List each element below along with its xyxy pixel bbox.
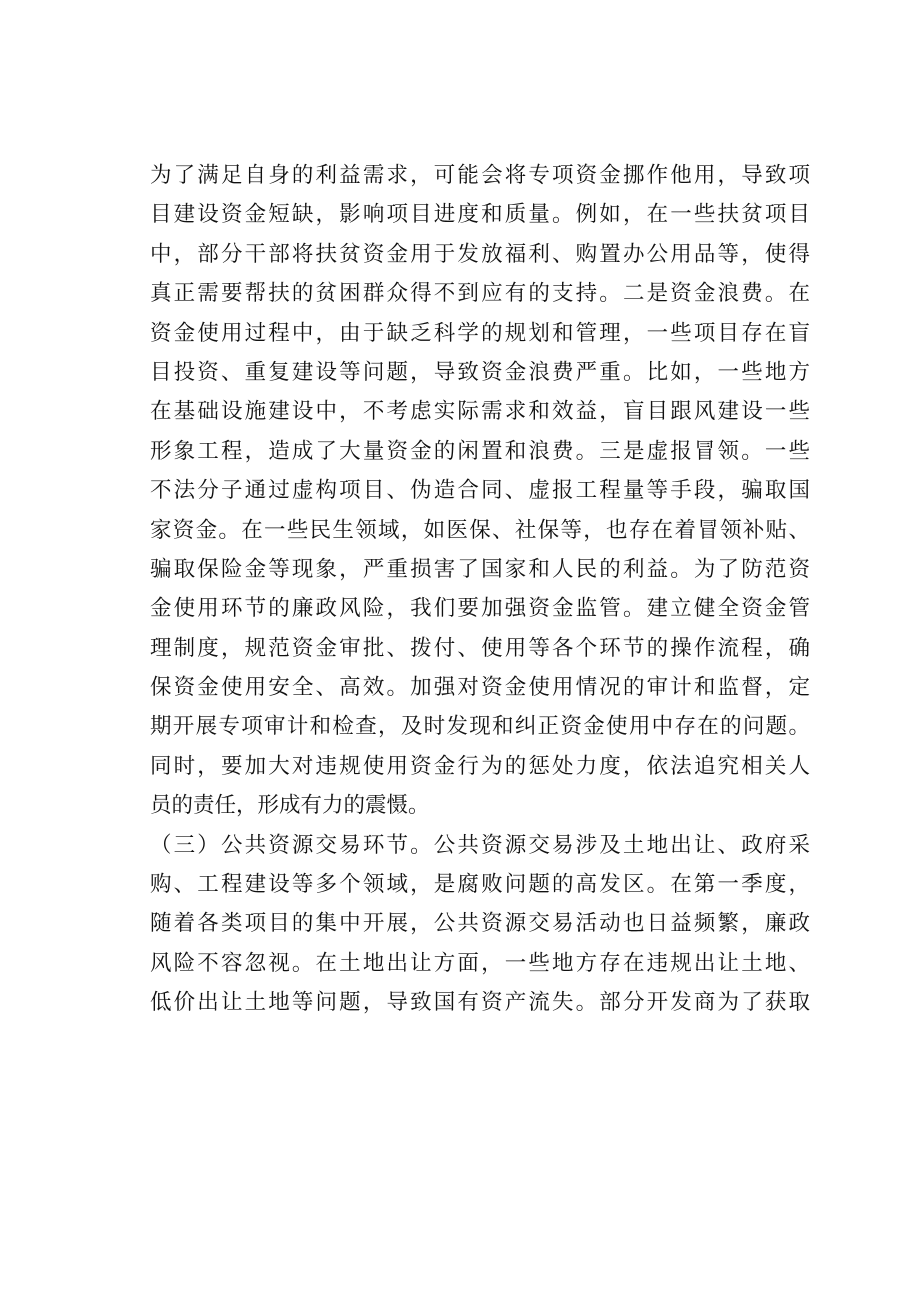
text-line-10: 家资金。在一些民生领域，如医保、社保等，也存在着冒领补贴、 — [150, 517, 810, 543]
text-line-9: 不法分子通过虚构项目、伪造合同、虚报工程量等手段，骗取国 — [150, 478, 810, 504]
text-line-4: 真正需要帮扶的贫困群众得不到应有的支持。二是资金浪费。在 — [150, 281, 810, 307]
text-line-15: 期开展专项审计和检查，及时发现和纠正资金使用中存在的问题。 — [150, 714, 810, 740]
body-text — [150, 156, 810, 1023]
text-line-18: （三）公共资源交易环节。公共资源交易涉及土地出让、政府采 — [150, 832, 810, 858]
text-line-12: 金使用环节的廉政风险，我们要加强资金监管。建立健全资金管 — [150, 596, 810, 622]
text-line-21: 风险不容忽视。在土地出让方面，一些地方存在违规出让土地、 — [150, 950, 810, 976]
text-line-6: 目投资、重复建设等问题，导致资金浪费严重。比如，一些地方 — [150, 359, 810, 385]
text-line-11: 骗取保险金等现象，严重损害了国家和人民的利益。为了防范资 — [150, 556, 810, 582]
text-line-1: 为了满足自身的利益需求，可能会将专项资金挪作他用，导致项 — [150, 163, 810, 188]
text-line-16: 同时，要加大对违规使用资金行为的惩处力度，依法追究相关人 — [150, 753, 810, 779]
text-line-7: 在基础设施建设中，不考虑实际需求和效益，盲目跟风建设一些 — [150, 399, 810, 425]
text-line-8: 形象工程，造成了大量资金的闲置和浪费。三是虚报冒领。一些 — [150, 438, 810, 464]
text-line-17: 员的责任，形成有力的震慑。 — [150, 793, 430, 819]
text-line-14: 保资金使用安全、高效。加强对资金使用情况的审计和监督，定 — [150, 675, 810, 701]
text-line-5: 资金使用过程中，由于缺乏科学的规划和管理，一些项目存在盲 — [150, 320, 810, 346]
text-line-22: 低价出让土地等问题，导致国有资产流失。部分开发商为了获取 — [150, 990, 810, 1016]
text-line-2: 目建设资金短缺，影响项目进度和质量。例如，在一些扶贫项目 — [150, 202, 810, 228]
text-line-19: 购、工程建设等多个领域，是腐败问题的高发区。在第一季度， — [150, 872, 810, 898]
text-line-3: 中，部分干部将扶贫资金用于发放福利、购置办公用品等，使得 — [150, 241, 810, 267]
text-line-20: 随着各类项目的集中开展，公共资源交易活动也日益频繁，廉政 — [150, 911, 810, 937]
text-line-13: 理制度，规范资金审批、拨付、使用等各个环节的操作流程，确 — [150, 635, 810, 661]
